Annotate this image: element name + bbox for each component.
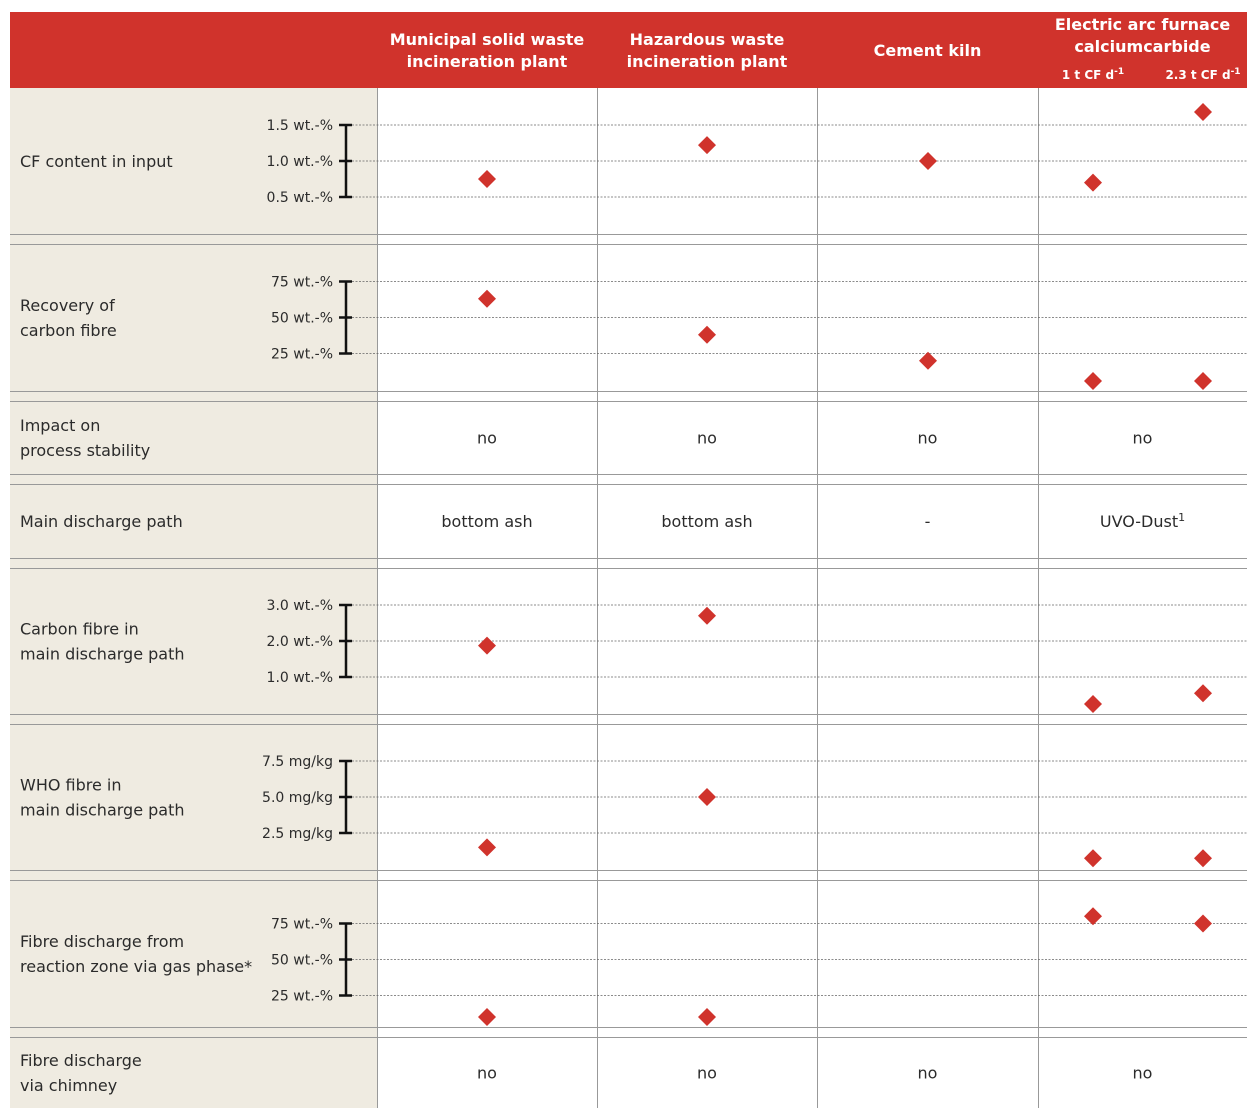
- data-point: [478, 290, 496, 308]
- row-label: main discharge path: [20, 800, 185, 820]
- tick-label: 75 wt.-%: [270, 274, 333, 291]
- data-point: [1194, 103, 1212, 121]
- cell-value: bottom ash: [441, 512, 533, 531]
- row-label: WHO fibre in: [20, 775, 122, 795]
- data-point: [1084, 907, 1102, 925]
- data-point: [919, 352, 937, 370]
- cell-value: no: [1132, 428, 1153, 448]
- column-header: incineration plant: [626, 52, 788, 71]
- cell-value: no: [917, 1063, 938, 1083]
- tick-label: 2.5 mg/kg: [262, 826, 333, 842]
- column-header: Hazardous waste: [629, 30, 785, 49]
- subcolumn-header: 1 t CF $d^{-1}$: [1061, 67, 1125, 82]
- tick-label: 7.5 mg/kg: [262, 754, 333, 770]
- row-label: Carbon fibre in: [20, 619, 139, 639]
- data-point: [698, 607, 716, 625]
- data-point: [1084, 372, 1102, 390]
- tick-label: 25 wt.-%: [270, 988, 333, 1005]
- cell-value: no: [477, 1063, 497, 1083]
- row-label: process stability: [20, 441, 151, 460]
- data-point: [698, 326, 716, 344]
- data-point: [698, 788, 716, 806]
- data-point: [1084, 174, 1102, 192]
- data-point: [1084, 695, 1102, 713]
- tick-label: 2.0 wt.-%: [266, 634, 333, 650]
- cell-value: -: [924, 512, 931, 531]
- row-label: Fibre discharge: [20, 1051, 142, 1070]
- cell-value: no: [1132, 1063, 1153, 1083]
- row-label: Main discharge path: [20, 512, 183, 531]
- cell-value: no: [477, 428, 497, 448]
- column-header: Municipal solid waste: [389, 30, 585, 49]
- row-label: reaction zone via gas phase*: [20, 957, 253, 976]
- cell-value: no: [917, 428, 938, 448]
- data-point: [478, 170, 496, 188]
- data-point: [919, 152, 937, 170]
- cell-value: no: [697, 1063, 717, 1083]
- data-point: [1194, 849, 1212, 867]
- data-point: [478, 838, 496, 856]
- tick-label: 75 wt.-%: [270, 916, 333, 933]
- data-point: [1084, 849, 1102, 867]
- row-label: CF content in input: [20, 152, 173, 171]
- column-header: calciumcarbide: [1074, 37, 1211, 56]
- cell-value: no: [697, 428, 717, 448]
- data-point: [698, 1008, 716, 1026]
- tick-label: 5.0 mg/kg: [262, 790, 333, 806]
- data-point: [478, 637, 496, 655]
- column-header: Cement kiln: [873, 41, 982, 60]
- row-label: carbon fibre: [20, 321, 117, 340]
- column-header: Electric arc furnace: [1054, 15, 1231, 34]
- tick-label: 1.5 wt.-%: [266, 118, 333, 134]
- data-point: [478, 1008, 496, 1026]
- row-label: via chimney: [20, 1076, 118, 1095]
- column-header: incineration plant: [406, 52, 568, 71]
- cell-value: bottom ash: [661, 512, 753, 531]
- row-label: main discharge path: [20, 644, 185, 664]
- tick-label: 25 wt.-%: [270, 346, 333, 363]
- row-label: Impact on: [20, 416, 101, 435]
- row-label: Recovery of: [20, 296, 115, 315]
- data-point: [1194, 684, 1212, 702]
- data-point: [1194, 372, 1212, 390]
- tick-label: 50 wt.-%: [270, 952, 333, 969]
- tick-label: 1.0 wt.-%: [266, 154, 333, 170]
- tick-label: 3.0 wt.-%: [266, 598, 333, 614]
- tick-label: 50 wt.-%: [270, 310, 333, 327]
- cell-value: UVO-Dust$^1$: [1099, 511, 1186, 531]
- data-point: [1194, 915, 1212, 933]
- subcolumn-header: 2.3 t CF $d^{-1}$: [1165, 67, 1241, 82]
- data-point: [698, 136, 716, 154]
- tick-label: 1.0 wt.-%: [266, 670, 333, 686]
- tick-label: 0.5 wt.-%: [266, 190, 333, 206]
- row-label: Fibre discharge from: [20, 932, 185, 951]
